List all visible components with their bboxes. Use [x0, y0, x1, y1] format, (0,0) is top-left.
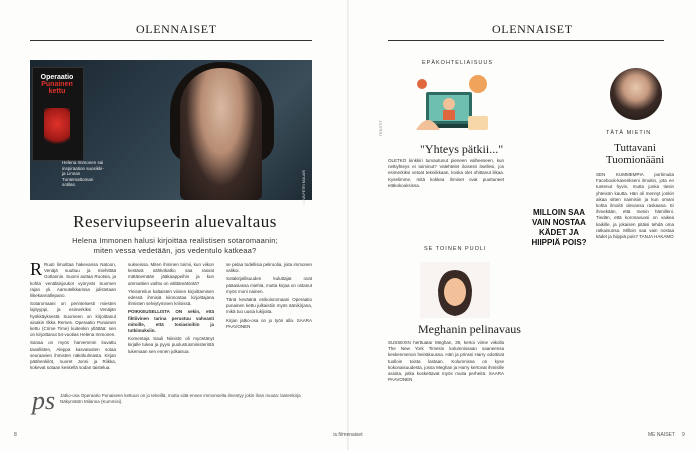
- video-call-illustration: [408, 70, 500, 142]
- footer-url: is.fi/menaiset: [333, 432, 363, 438]
- article-title: Reserviupseerin aluevaltaus: [73, 212, 277, 231]
- book-cover-title: Operaatio Punainen kettu: [40, 74, 74, 95]
- section-heading: OLENNAISET: [492, 22, 573, 36]
- portrait-shape: [180, 68, 262, 200]
- text-column-2: sukseissa. Miten ihminen toimii, kun viikon kestävä sähkökatko saa rasvat mätänemään jääkaappeihin ja kun ammattien vaihto on välttämätöntä? Yleisöreilun kaltaisten viinien kirjoittamisen edessä ihmisiä kiinnostaa kirjoittajana ihmisten selviytyminen kriisissä. POIKKEUSELLISTA ON sekin, että fiktiivinen tarina perustuu vahvasti mitoille, että tosiasioihin ja tutkimuksiin. Komentaja Sauli Niinistö oli myöntänyt kirjalle tukea ja pyysi puolustusministeriötä lukemaan sen ennen julkaisua.: [128, 262, 214, 354]
- kicker-3: TÄTÄ MIETIN: [606, 130, 652, 136]
- quote-glyph: ps: [32, 386, 56, 415]
- page-number: 9: [682, 432, 685, 438]
- kicker-1: EPÄKOHTELIAISUUS: [422, 60, 494, 66]
- meghan-illustration: [420, 262, 490, 318]
- photo-credit: KUVA PETRI MULARI: [302, 170, 306, 205]
- text-column-3: se pelaa todellisia peliroolia, joita immonen valikoi. Sotakirjallisuuden kuluttajat ovat pääasiassa miehiä, mutta kirjaa on ostanut myös moni nainen. Tänä keväänä esikoisromaani Operaatio punainen kettu julkaistiin myös äänikirjana, mikä tuo uusia lukijoita. Kirjan jatko-osa on jo työn alla. SAARA PAAVONEN: [226, 262, 312, 329]
- article2-title: Meghanin pelinavaus: [418, 322, 521, 336]
- section-heading: OLENNAISET: [136, 22, 217, 36]
- sun-icon: [469, 75, 487, 93]
- photo-caption: Helena Immonen sai inspiraation suosikki- ja Linnan Tuntemattoman sotilas.: [62, 160, 104, 187]
- text-column-1: R Ruuti limoittaa hakevansa Natoon, Venäjä suuttuu ja miehittää Gotlannin. Suomi auttaa Ruotsia, ja kohta venäläisjoukot vyöryvät Suomen rajan yli. Aamutelkkarissa julistetaan liikekannallepano. Sotaromaani on perinteisesti miesten lajityyppi, ja esimerkiksi Venäjän hyökkäyksestä Suomeen on kirjoittanut ainakin Ilkka Remes. Operaatio Punainen kettu (Crime Time) kuitenkin yllättää: sen on kirjoittanut 54-vuotias Helena Immonen. Sanaa on myös harvemmin kuvattu tavallisten, Aleppa kasvatusten sotaa seuraavien ihmisten näkökulmasta. Kirjan päähenkilöt, nuoret Jonni ja Riikka, kokevat sotaan keskellä sodan taistelua.: [30, 262, 116, 371]
- drop-cap: R: [30, 262, 43, 279]
- vertical-credit: TEKSTIT: [378, 120, 383, 137]
- divider: [388, 40, 664, 41]
- kicker-2: SE TOINEN PUOLI: [424, 246, 487, 252]
- columnist-photo: [610, 68, 662, 120]
- right-page: [348, 0, 696, 450]
- pull-quote-footer: Jatko-osa Operaatio Punaiseen kettuun on jo tekeillä, mutta siitä ennen immonselta ilmestyy jokin ihan muuta: lastenkirja Näkymätön Milanna (Kummisi).: [60, 393, 301, 404]
- divider: [30, 40, 312, 41]
- article-subtitle: Helena Immonen halusi kirjoittaa realistisen sotaromaanin; miten vessa vedetään, jos vedentulo katkeaa?: [72, 236, 278, 255]
- page-number: 8: [14, 432, 17, 438]
- article3-title: Tuttavani Tuomionääni: [605, 142, 665, 166]
- magazine-name: ME NAISET: [648, 432, 675, 438]
- pull-quote: MILLOIN SAA VAIN NOSTAA KÄDET JA HIIPPIÄ POIS?: [531, 208, 587, 247]
- fox-icon: [44, 108, 70, 148]
- article1-text: OLETKO kinkkiri turvautunut pieneen valheeseen, kun nettiyhteys ei toiminut? Valehtelet iloisesti itsellesi, jos esimerkiksi vetoat tekniikkaan, koska olet ohittanut liikaa. Kyselimme, mitä kokkea ihmiset ovat puuttuneet etäkokouksissa.: [388, 158, 504, 188]
- article1-title: "Yhteys pätkii...": [420, 142, 504, 156]
- article2-text: SUSSEXIN herttuatar Meghan, 39, kertoi viime viikolla The New York Timesin kolumnissaan saaneensa keskenmenon heinäkuussa. Hän ja prinssi Harry odottivat tuolloin toista lastaan. Kolumnissa on kyse kokonaisuudesta, jossa Meghan ja Harry kertovat ihmisille asioita, jotka koskettavat myös muita perheitä. SAARA PAAVONEN: [388, 340, 504, 383]
- article3-text: SEN KUMMEMPIA portimuita Facebook-kaverikseni ilmoitin, jota en tuntenut hyvin, mutta jonka tiesin yhteisön kautta. Hän oli mennyt jonkin aikaa sitten naimisiin ja kun omani kohta ilmoitti olevansa raskaana. Ei ihmekään, että menin hämilleni. Tiedän, että koronavuosi on vaikea kaikille, ja jokaisen pitäisi tehdä oma ratkaisunsa. Milloin saa vain nostaa kädet ja hiippiä pois? TANJA HAKAMO: [596, 172, 674, 240]
- person-icon: [443, 98, 455, 110]
